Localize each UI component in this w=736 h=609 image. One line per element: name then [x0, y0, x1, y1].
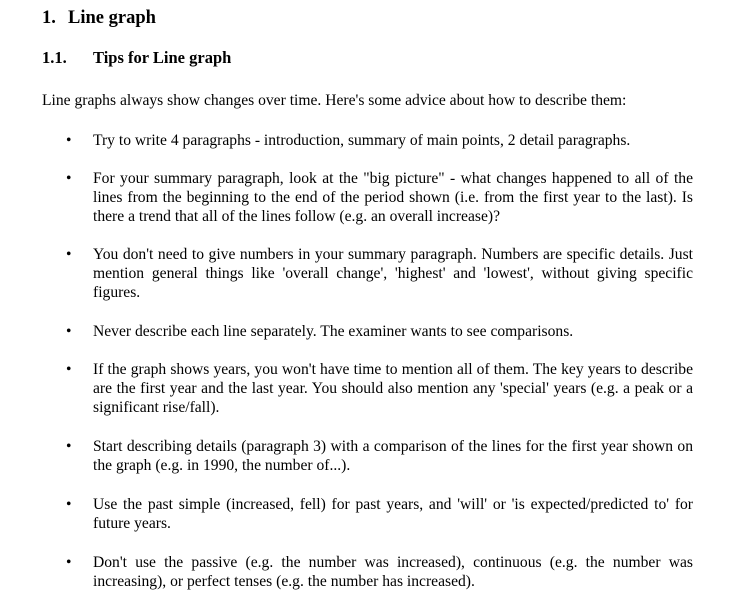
bullet-icon: • — [66, 496, 72, 513]
intro-paragraph: Line graphs always show changes over time. Here's some advice about how to describe them: — [42, 92, 627, 109]
list-item-text: Never describe each line separately. The examiner wants to see comparisons. — [93, 323, 574, 340]
list-item-text: For your summary paragraph, look at the "big picture" - what changes happened to all of the lines from the beginning to the end of the period shown (i.e. from the first year to the last). Is there a trend that all of the lines follow (e.g. an overall increase)? — [93, 170, 693, 225]
bullet-icon: • — [66, 132, 72, 149]
list-item-text: Use the past simple (increased, fell) for past years, and 'will' or 'is expected/predicted to' for future years. — [93, 496, 693, 532]
list-item-text: Don't use the passive (e.g. the number was increased), continuous (e.g. the number was increasing), or perfect tenses (e.g. the number has increased). — [93, 554, 693, 590]
subsection-number: 1.1. — [42, 48, 67, 67]
subsection-title: Tips for Line graph — [93, 48, 232, 67]
bullet-icon: • — [66, 554, 72, 571]
bullet-icon: • — [66, 361, 72, 378]
list-item-text: Try to write 4 paragraphs - introduction, summary of main points, 2 detail paragraphs. — [93, 132, 631, 149]
bullet-icon: • — [66, 170, 72, 187]
section-number: 1. — [42, 8, 56, 28]
list-item-text: Start describing details (paragraph 3) with a comparison of the lines for the first year shown on the graph (e.g. in 1990, the number of...). — [93, 438, 693, 474]
bullet-icon: • — [66, 438, 72, 455]
section-title: Line graph — [68, 8, 156, 28]
subsection-heading — [42, 47, 231, 69]
bullet-icon: • — [66, 323, 72, 340]
list-item-text: If the graph shows years, you won't have time to mention all of them. The key years to describe are the first year and the last year. You should also mention any 'special' years (e.g. a peak or a significant rise/fall). — [93, 361, 693, 416]
bullet-icon: • — [66, 246, 72, 263]
list-item-text: You don't need to give numbers in your summary paragraph. Numbers are specific details. Just mention general things like 'overall change', 'highest' and 'lowest', without giving specific figures. — [93, 246, 693, 301]
section-heading — [42, 6, 156, 30]
